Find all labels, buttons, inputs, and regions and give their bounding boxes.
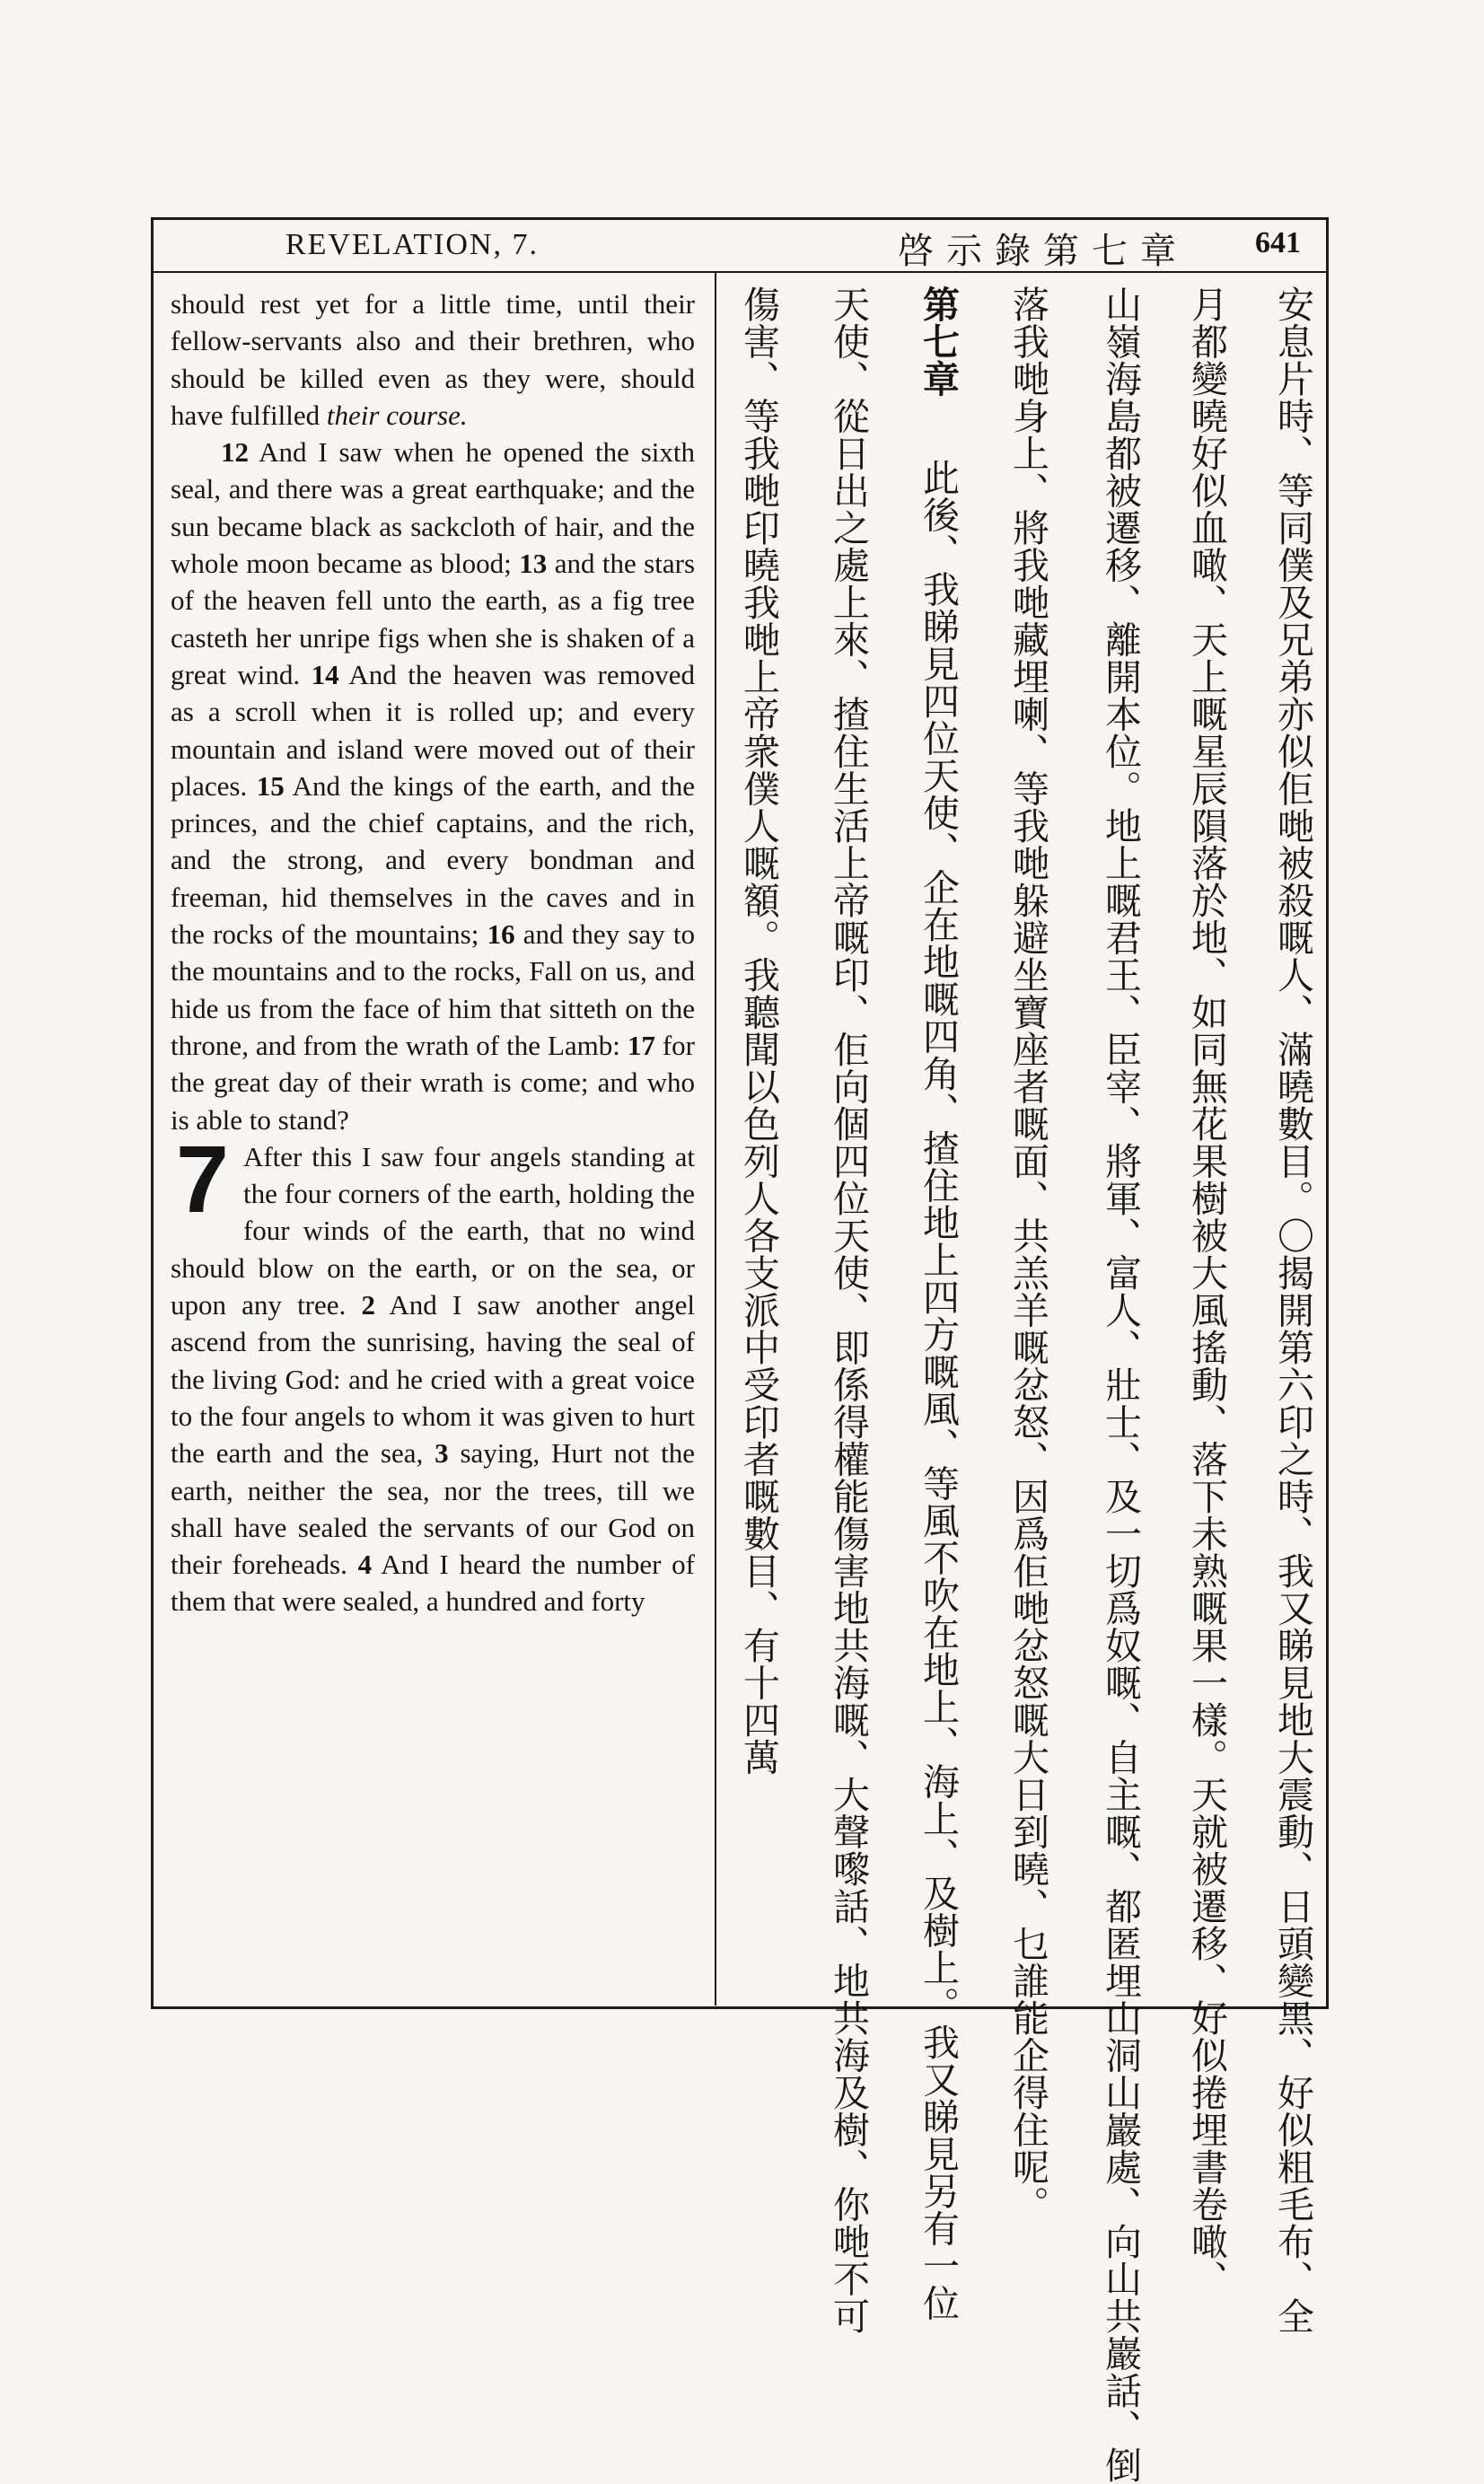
verse-number: 17: [627, 1029, 655, 1061]
chinese-text-column: 山嶺海島都被遷移、離開本位。地上嘅君王、臣宰、將軍、富人、壯士、及一切爲奴嘅、自主嘅、都匿埋山洞山巖處、向山共巖話、倒: [1099, 285, 1142, 2484]
verse-paragraph: 12 And I saw when he opened the sixth seal, and there was a great earthquake; and the sun became black as sackcloth of hair, and the whole moon became as blood; 13 and the stars of the heaven fell unto the earth, as a fig tree casteth her unripe figs when she is shaken of a great wind. 14 And the heaven was removed as a scroll when it is rolled up; and every mountain and island were moved out of their places. 15 And the kings of the earth, and the princes, and the chief captains, and the rich, and the strong, and every bondman and freeman, hid themselves in the caves and in the rocks of the mountains; 16 and they say to the mountains and to the rocks, Fall on us, and hide us from the face of him that sitteth on the throne, and from the wrath of the Lamb: 17 for the great day of their wrath is come; and who is able to stand?: [171, 436, 696, 1136]
verse-number: 2: [361, 1289, 375, 1321]
chinese-text-column: 天使、從日出之處上來、揸住生活上帝嘅印、佢向個四位天使、即係得權能傷害地共海嘅、大聲嚟話、地共海及樹、你哋不可: [827, 285, 870, 2335]
chinese-chapter-heading: 第七章: [917, 285, 960, 398]
page-number: 641: [1255, 226, 1301, 259]
chinese-text-column: 傷害、等我哋印曉我哋上帝衆僕人嘅額。我聽聞以色列人各支派中受印者嘅數目、有十四萬: [737, 285, 780, 1776]
column-divider: [715, 273, 716, 2006]
chinese-text-column: 安息片時、等同僕及兄弟亦似佢哋被殺嘅人、滿曉數目。〇揭開第六印之時、我又睇見地大震動、日頭變黑、好似粗毛布、全: [1271, 285, 1314, 2335]
verse-number: 12: [221, 436, 249, 469]
running-head-english: REVELATION, 7.: [285, 228, 540, 261]
verse-number: 13: [519, 548, 548, 580]
chinese-chapter-column: [913, 285, 963, 2322]
chapter-drop-cap: 7: [176, 1126, 229, 1233]
chinese-column-block: [729, 285, 1322, 2484]
verse-paragraph: should rest yet for a little time, until their fellow-servants also and their brethren, who should be killed even as they were, should have fulfilled their course.: [171, 288, 695, 431]
chinese-text-column: 月都變曉好似血噉、天上嘅星辰隕落於地、如同無花果樹被大風搖動、落下未熟嘅果一樣。天就被遷移、好似捲埋書卷噉、: [1185, 285, 1228, 2297]
chapter-paragraph: 7 After this I saw four angels standing at the four corners of the earth, holding the four winds of the earth, that no wind should blow on the earth, or on the sea, or upon any tree. 2 And I saw another angel ascend from the sunrising, having the seal of the living God: and he cried with a great voice to the four angels to whom it was given to hurt the earth and the sea, 3 saying, Hurt not the earth, neither the sea, nor the trees, till we shall have sealed the servants of our God on their foreheads. 4 And I heard the number of them that were sealed, a hundred and forty: [171, 1126, 696, 1618]
verse-number: 14: [311, 658, 339, 690]
english-column: [171, 285, 695, 1620]
running-head-chinese: 啓示錄第七章: [898, 231, 1189, 272]
verse-number: 15: [256, 769, 285, 802]
verse-number: 3: [435, 1437, 449, 1470]
chinese-text-column: 落我哋身上、將我哋藏埋喇、等我哋躲避坐寶座者嘅面、共羔羊嘅忿怒、因爲佢哋忿怒嘅大日到曉、乜誰能企得住呢。: [1006, 285, 1049, 2223]
verse-number: 4: [357, 1549, 373, 1581]
verse-number: 16: [487, 918, 515, 951]
chinese-text-column: 此後、我睇見四位天使、企在地嘅四角、揸住地上四方嘅風、等風不吹在地上、海上、及樹上。我又睇見另有一位: [917, 459, 960, 2322]
